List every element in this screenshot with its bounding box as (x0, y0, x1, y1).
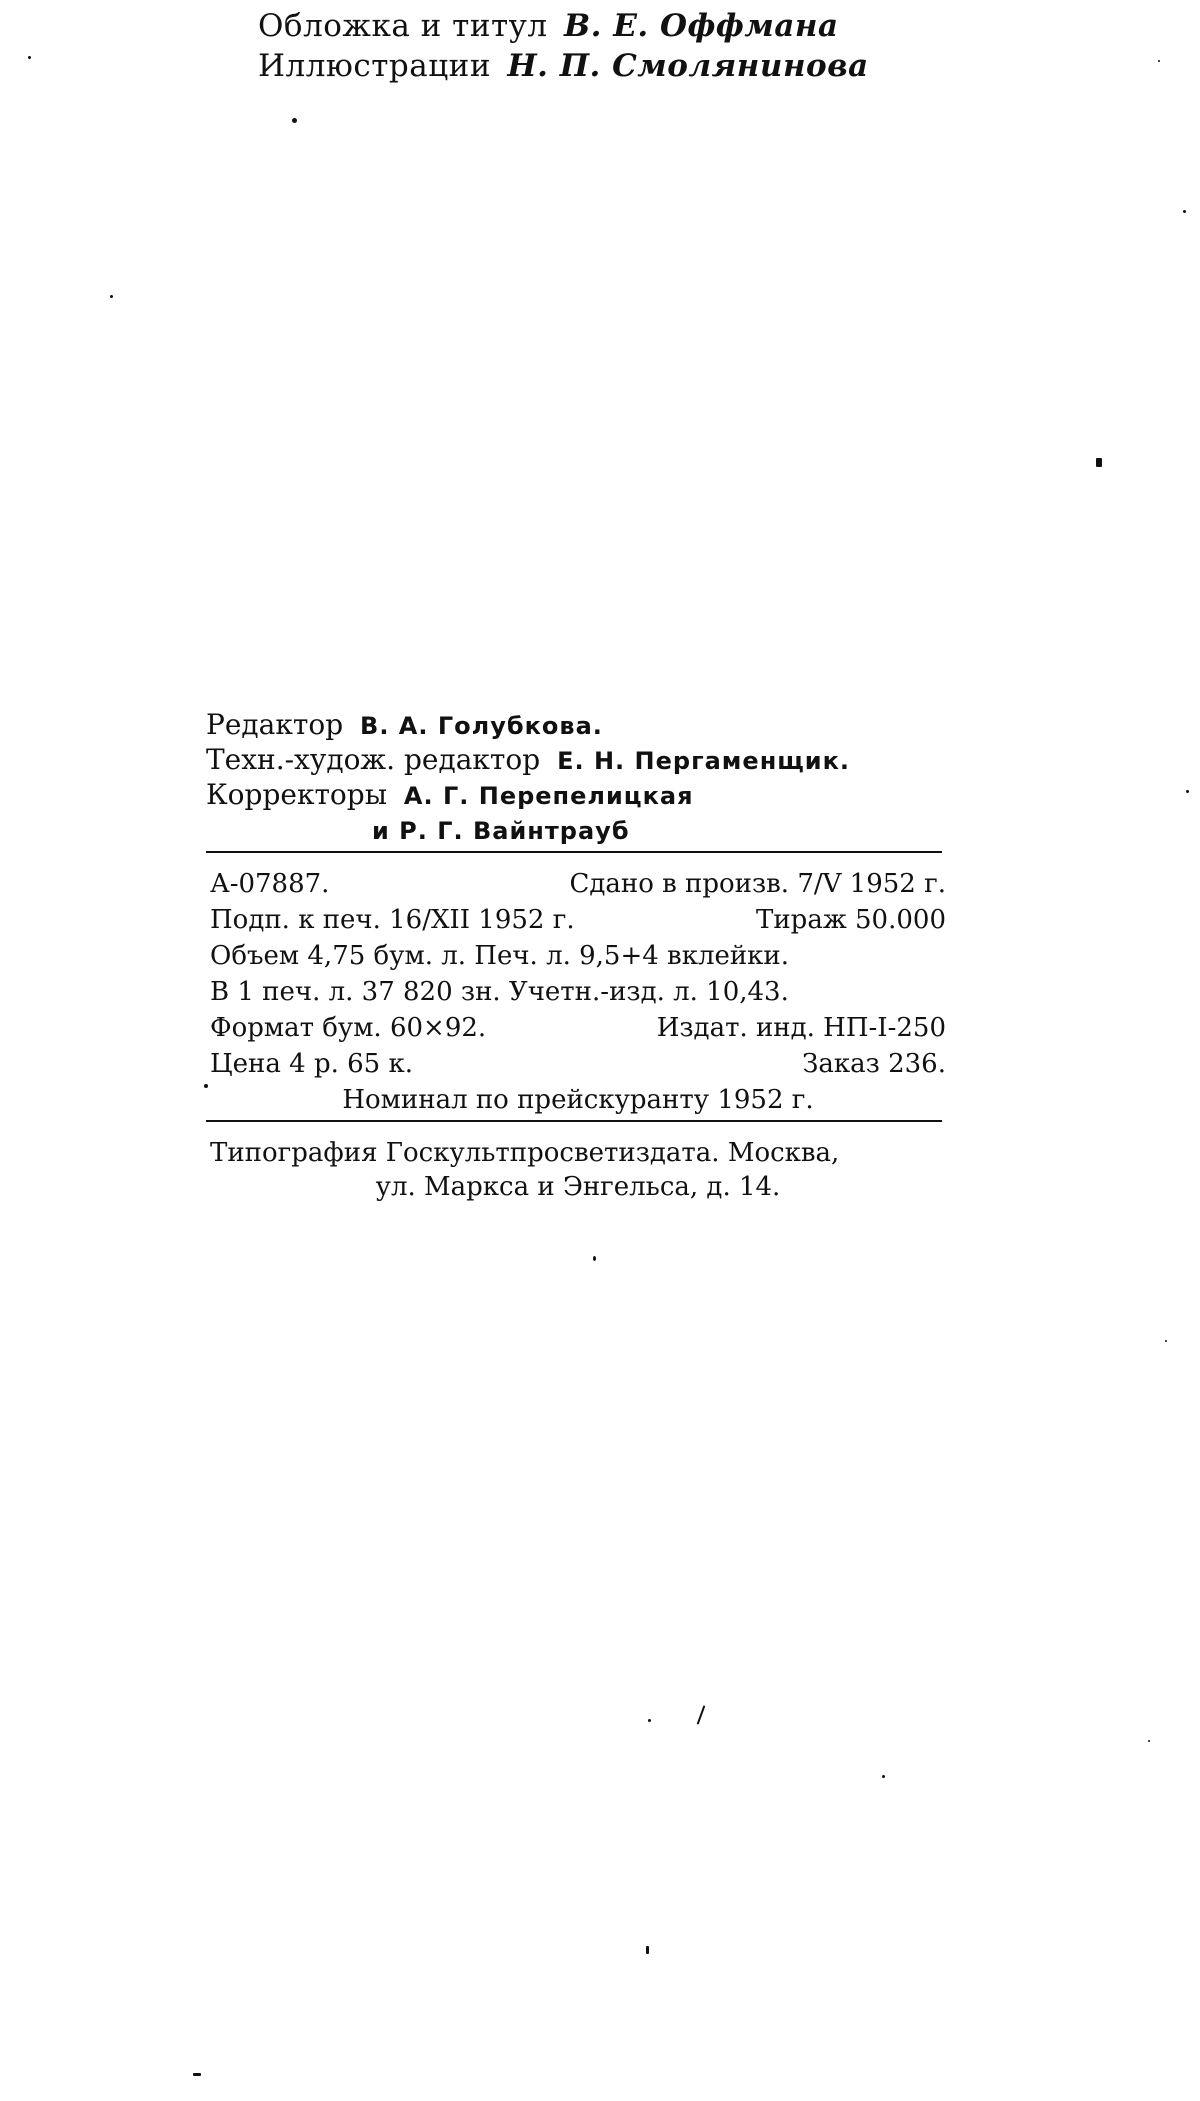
illustrations-credit-line (258, 46, 869, 86)
top-credits (258, 6, 869, 86)
illustrations-credit-artist: Н. П. Смолянинова (507, 48, 869, 84)
scan-speck (292, 118, 297, 123)
tech-editor-line (206, 743, 946, 778)
imprint-signed-date: Подп. к печ. 16/XII 1952 г. (210, 905, 575, 935)
imprint-print-run: Тираж 50.000 (756, 905, 946, 935)
imprint-block (210, 866, 946, 1118)
scan-speck (110, 295, 113, 298)
printer-address: ул. Маркса и Энгельса, д. 14. (375, 1172, 781, 1202)
cover-credit-line (258, 6, 869, 46)
scan-speck (697, 1705, 706, 1724)
editor-label: Редактор (206, 708, 344, 741)
imprint-row (210, 902, 946, 938)
imprint-row (210, 1010, 946, 1046)
scan-speck (1148, 1740, 1150, 1742)
imprint-submitted-date: Сдано в произв. 7/V 1952 г. (569, 869, 946, 899)
imprint-row (210, 938, 946, 974)
scan-speck (1158, 60, 1160, 62)
illustrations-credit-label: Иллюстрации (258, 48, 492, 84)
editor-name: В. А. Голубкова. (360, 712, 603, 740)
imprint-publisher-index: Издат. инд. НП-I-250 (656, 1013, 946, 1043)
scan-speck (882, 1775, 885, 1778)
scan-speck (1165, 1340, 1167, 1342)
tech-editor-name: Е. Н. Пергаменщик. (557, 747, 851, 775)
scan-speck (28, 56, 31, 59)
staff-credits (206, 708, 946, 848)
scan-speck (1183, 210, 1186, 213)
proofreader-2-name: и Р. Г. Вайнтрауб (372, 817, 630, 845)
scan-speck (204, 1084, 208, 1088)
proofreaders-line (206, 778, 946, 813)
scan-speck (648, 1719, 651, 1722)
imprint-characters: В 1 печ. л. 37 820 зн. Учетн.-изд. л. 10,43. (210, 977, 789, 1007)
proofreaders-label: Корректоры (206, 778, 388, 811)
scan-speck (593, 1256, 596, 1261)
scan-speck (1096, 458, 1102, 467)
cover-credit-artist: В. Е. Оффмана (563, 8, 839, 44)
imprint-row (210, 1046, 946, 1082)
divider-rule (206, 851, 942, 853)
divider-rule (206, 1120, 942, 1122)
imprint-price: Цена 4 р. 65 к. (210, 1049, 413, 1079)
tech-editor-label: Техн.-худож. редактор (206, 743, 541, 776)
imprint-order: Заказ 236. (802, 1049, 946, 1079)
editor-line (206, 708, 946, 743)
imprint-paper-format: Формат бум. 60×92. (210, 1013, 487, 1043)
scan-speck (193, 2073, 201, 2076)
imprint-row (210, 866, 946, 902)
imprint-volume: Объем 4,75 бум. л. Печ. л. 9,5+4 вклейки. (210, 941, 790, 971)
cover-credit-label: Обложка и титул (258, 8, 548, 44)
printer-name: Типография Госкультпросветиздата. Москва, (210, 1138, 840, 1168)
scan-speck (1186, 790, 1189, 793)
imprint-order-number: А-07887. (210, 869, 330, 899)
printer-info (210, 1136, 946, 1204)
proofreader-2-line (206, 813, 946, 848)
scan-speck (646, 1946, 649, 1954)
imprint-row (210, 974, 946, 1010)
proofreader-1-name: А. Г. Перепелицкая (403, 782, 694, 810)
imprint-nominal: Номинал по прейскуранту 1952 г. (342, 1085, 814, 1115)
